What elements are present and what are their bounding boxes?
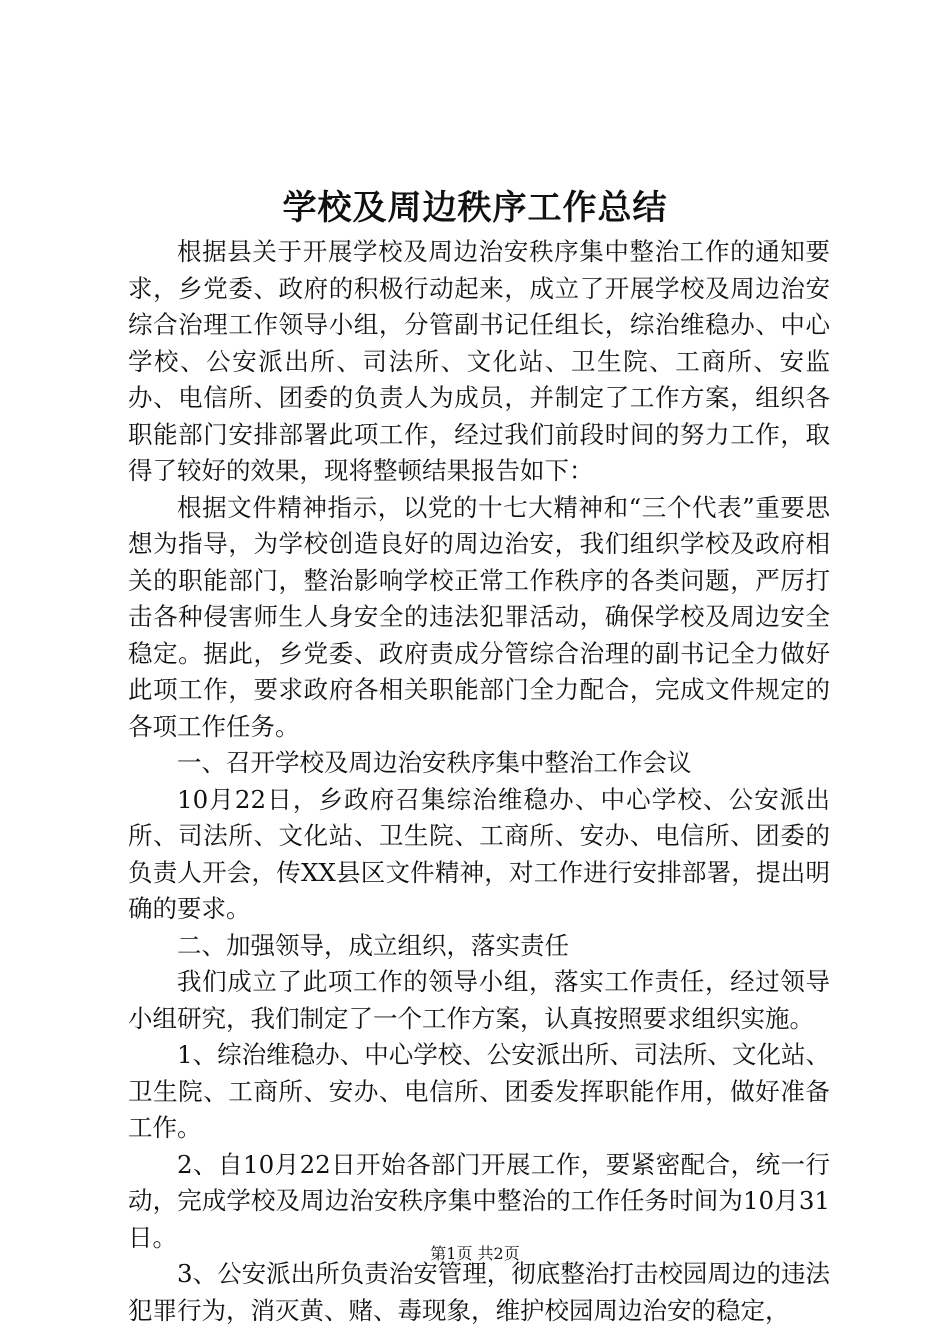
page-footer: 第1页 共2页 [430, 1244, 520, 1263]
document-body [128, 234, 830, 1329]
list-item-1: 1、综治维稳办、中心学校、公安派出所、司法所、文化站、卫生院、工商所、安办、电信所、团委发挥职能作用，做好准备工作。 [128, 1040, 830, 1142]
paragraph-meeting: 10月22日，乡政府召集综治维稳办、中心学校、公安派出所、司法所、文化站、卫生院、工商所、安办、电信所、团委的负责人开会，传XX县区文件精神，对工作进行安排部署，提出明确的要求。 [128, 784, 830, 923]
list-item-2: 2、自10月22日开始各部门开展工作，要紧密配合，统一行动，完成学校及周边治安秩序集中整治的工作任务时间为10月31日。 [128, 1149, 830, 1252]
paragraph-guidance: 根据文件精神指示，以党的十七大精神和“三个代表”重要思想为指导，为学校创造良好的周边治安，我们组织学校及政府相关的职能部门，整治影响学校正常工作秩序的各类问题，严厉打击各种侵害师生人身安全的违法犯罪活动，确保学校及周边安全稳定。据此，乡党委、政府责成分管综合治理的副书记全力做好此项工作，要求政府各相关职能部门全力配合，完成文件规定的各项工作任务。 [128, 492, 830, 741]
paragraph-leadership: 我们成立了此项工作的领导小组，落实工作责任，经过领导小组研究，我们制定了一个工作方案，认真按照要求组织实施。 [128, 967, 830, 1033]
document-title: 学校及周边秩序工作总结 [282, 188, 668, 228]
paragraph-intro: 根据县关于开展学校及周边治安秩序集中整治工作的通知要求，乡党委、政府的积极行动起来，成立了开展学校及周边治安综合治理工作领导小组，分管副书记任组长，综治维稳办、中心学校、公安派出所、司法所、文化站、卫生院、工商所、安监办、电信所、团委的负责人为成员，并制定了工作方案，组织各职能部门安排部署此项工作，经过我们前段时间的努力工作，取得了较好的效果，现将整顿结果报告如下： [128, 237, 830, 485]
section-heading-2: 二、加强领导，成立组织，落实责任 [177, 930, 569, 960]
section-heading-1: 一、召开学校及周边治安秩序集中整治工作会议 [177, 748, 692, 777]
list-item-3: 3、公安派出所负责治安管理，彻底整治打击校园周边的违法犯罪行为，消灭黄、赌、毒现象，维护校园周边治安的稳定， [128, 1259, 830, 1325]
